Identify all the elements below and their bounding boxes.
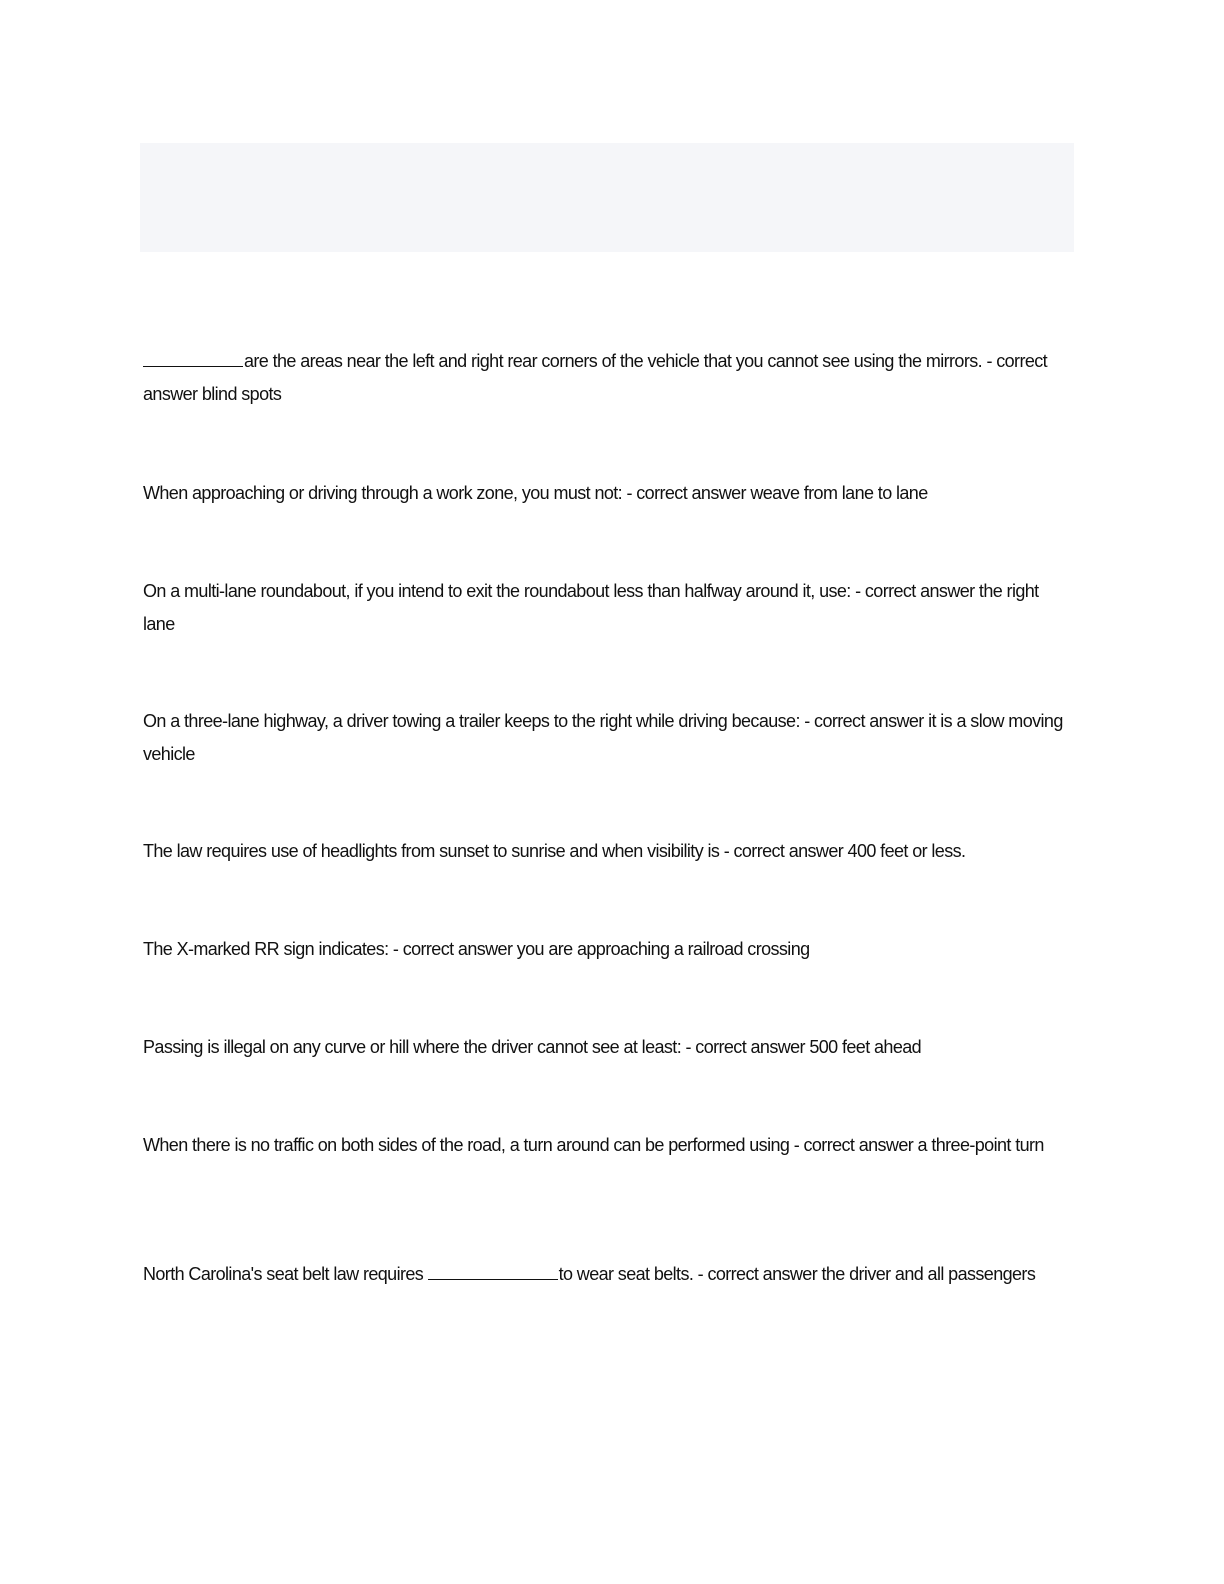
fill-in-blank	[143, 348, 243, 367]
qa-item-three-point-turn	[143, 1129, 1073, 1162]
qa-text: On a three-lane highway, a driver towing a trailer keeps to the right while driving because: - correct answer it is a slow moving vehicle	[143, 711, 1063, 764]
qa-item-passing	[143, 1031, 1073, 1064]
qa-text-before: North Carolina's seat belt law requires	[143, 1264, 428, 1284]
qa-text: are the areas near the left and right rear corners of the vehicle that you cannot see using the mirrors. - correct answer blind spots	[143, 351, 1048, 404]
qa-item-blind-spots	[143, 345, 1073, 411]
qa-text: When there is no traffic on both sides of the road, a turn around can be performed using - correct answer a three-point turn	[143, 1135, 1044, 1155]
qa-text: The X-marked RR sign indicates: - correct answer you are approaching a railroad crossing	[143, 939, 810, 959]
qa-item-trailer	[143, 705, 1073, 771]
qa-text-after: to wear seat belts. - correct answer the driver and all passengers	[558, 1264, 1036, 1284]
fill-in-blank	[428, 1261, 558, 1280]
qa-text: Passing is illegal on any curve or hill where the driver cannot see at least: - correct answer 500 feet ahead	[143, 1037, 922, 1057]
qa-text: The law requires use of headlights from sunset to sunrise and when visibility is - correct answer 400 feet or less.	[143, 841, 966, 861]
qa-item-seat-belt	[143, 1258, 1073, 1291]
qa-item-roundabout	[143, 575, 1073, 641]
qa-item-work-zone	[143, 477, 1073, 510]
qa-text: When approaching or driving through a work zone, you must not: - correct answer weave from lane to lane	[143, 483, 928, 503]
qa-text: On a multi-lane roundabout, if you intend to exit the roundabout less than halfway around it, use: - correct answer the right lane	[143, 581, 1039, 634]
qa-item-headlights	[143, 835, 1073, 868]
qa-item-rr-sign	[143, 933, 1073, 966]
header-band	[140, 143, 1074, 252]
